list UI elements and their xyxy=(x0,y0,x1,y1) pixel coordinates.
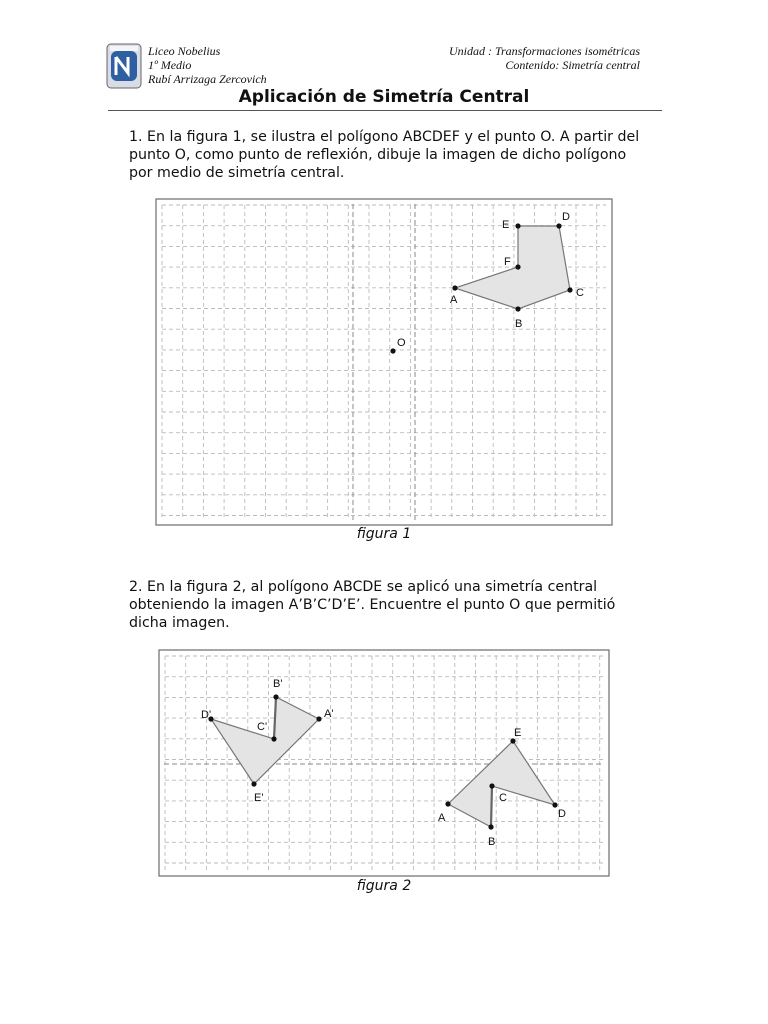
label-d: D xyxy=(558,808,566,820)
label-a: A xyxy=(438,812,446,824)
header-left xyxy=(148,44,267,86)
point-a xyxy=(452,285,457,290)
label-c: C xyxy=(576,287,584,299)
label-d: D xyxy=(562,211,570,223)
figure-2 xyxy=(158,649,610,877)
label-b: B xyxy=(515,318,523,330)
point-e xyxy=(510,738,515,743)
label-c: C xyxy=(499,792,507,804)
page-title: Aplicación de Simetría Central xyxy=(238,87,530,107)
point-f xyxy=(515,264,520,269)
figure-1 xyxy=(155,198,613,526)
school-logo xyxy=(106,43,142,89)
label-e-prime: E' xyxy=(254,792,264,804)
label-e: E xyxy=(502,219,510,231)
school-name: Liceo Nobelius xyxy=(148,44,221,58)
question-1-text: 1. En la figura 1, se ilustra el polígono ABCDEF y el punto O. A partir del punto O, como punto de reflexión, dibuje la imagen de dicho polígono por medio de simetría central. xyxy=(129,129,640,181)
label-b: B xyxy=(488,836,496,848)
figure-2-caption: figura 2 xyxy=(356,878,412,894)
label-o: O xyxy=(397,337,406,349)
point-b-prime xyxy=(273,694,278,699)
point-b xyxy=(515,306,520,311)
point-b xyxy=(488,824,493,829)
point-d xyxy=(556,223,561,228)
point-o xyxy=(390,348,395,353)
content-label: Contenido: Simetría central xyxy=(505,58,640,72)
point-e xyxy=(515,223,520,228)
label-c-prime: C' xyxy=(257,721,268,733)
label-d-prime: D' xyxy=(201,709,212,721)
label-a: A xyxy=(450,294,458,306)
point-d xyxy=(552,802,557,807)
point-c xyxy=(567,287,572,292)
label-f: F xyxy=(504,256,511,268)
grade-label: 1º Medio xyxy=(148,58,192,72)
title-divider xyxy=(108,110,662,111)
label-b-prime: B' xyxy=(273,678,283,690)
question-2-text: 2. En la figura 2, al polígono ABCDE se aplicó una simetría central obteniendo la imagen A’B’C’D’E’. Encuentre el punto O que permitió dicha imagen. xyxy=(129,579,616,631)
unit-label: Unidad : Transformaciones isométricas xyxy=(448,44,640,58)
point-c-prime xyxy=(271,736,276,741)
figure-1-caption: figura 1 xyxy=(356,526,412,542)
point-c xyxy=(489,783,494,788)
teacher-name: Rubí Arrizaga Zercovich xyxy=(148,72,267,86)
label-e: E xyxy=(514,727,522,739)
point-a xyxy=(445,801,450,806)
header-right xyxy=(449,44,640,72)
point-a-prime xyxy=(316,716,321,721)
label-a-prime: A' xyxy=(324,708,334,720)
point-e-prime xyxy=(251,781,256,786)
segment-bc xyxy=(491,786,492,827)
